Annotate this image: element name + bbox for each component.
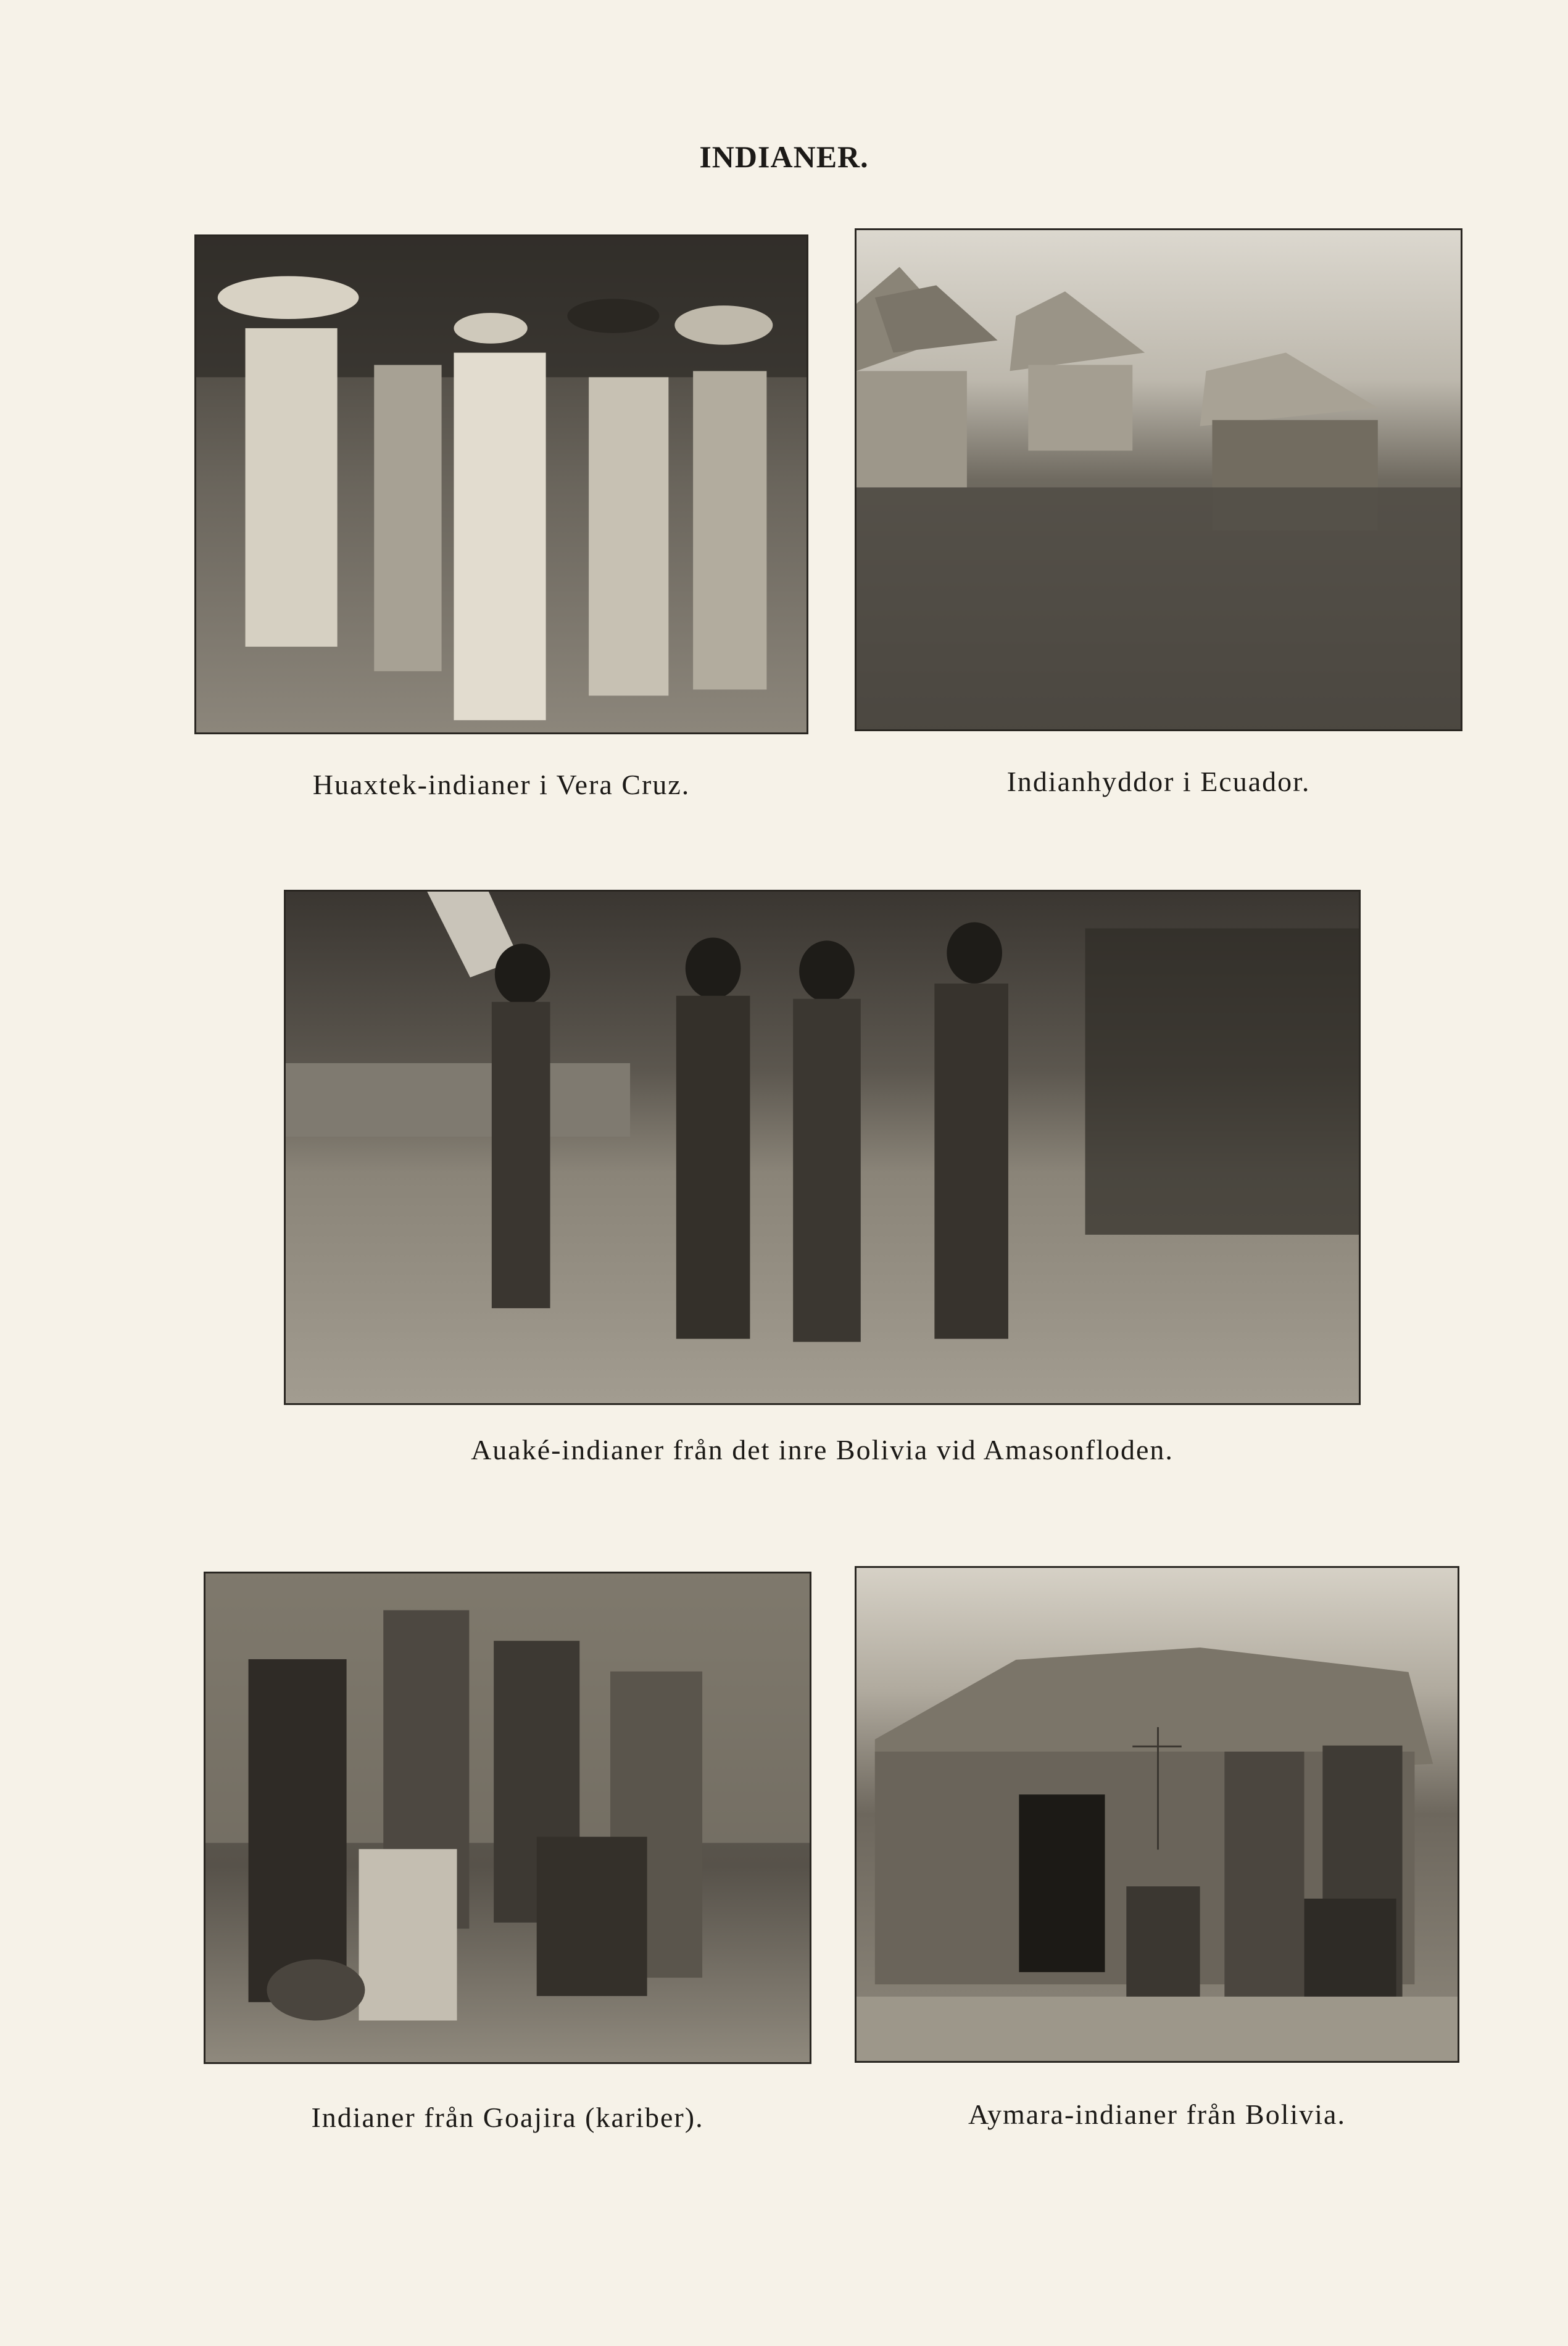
photo-aymara-indians xyxy=(855,1566,1459,2063)
photo-huaxtek-indians xyxy=(194,234,808,734)
photo-ecuador-huts xyxy=(855,228,1462,731)
caption-goajira-indians: Indianer från Goajira (kariber). xyxy=(311,2102,704,2133)
caption-ecuador-huts: Indianhyddor i Ecuador. xyxy=(1006,766,1311,797)
photo-goajira-indians xyxy=(204,1572,811,2064)
page-title: INDIANER. xyxy=(699,139,869,174)
caption-aymara-indians: Aymara-indianer från Bolivia. xyxy=(968,2099,1346,2130)
caption-auake-indians: Auaké-indianer från det inre Bolivia vid Amasonfloden. xyxy=(471,1434,1174,1465)
photo-auake-indians xyxy=(284,890,1361,1405)
caption-huaxtek-indians: Huaxtek-indianer i Vera Cruz. xyxy=(312,769,691,800)
